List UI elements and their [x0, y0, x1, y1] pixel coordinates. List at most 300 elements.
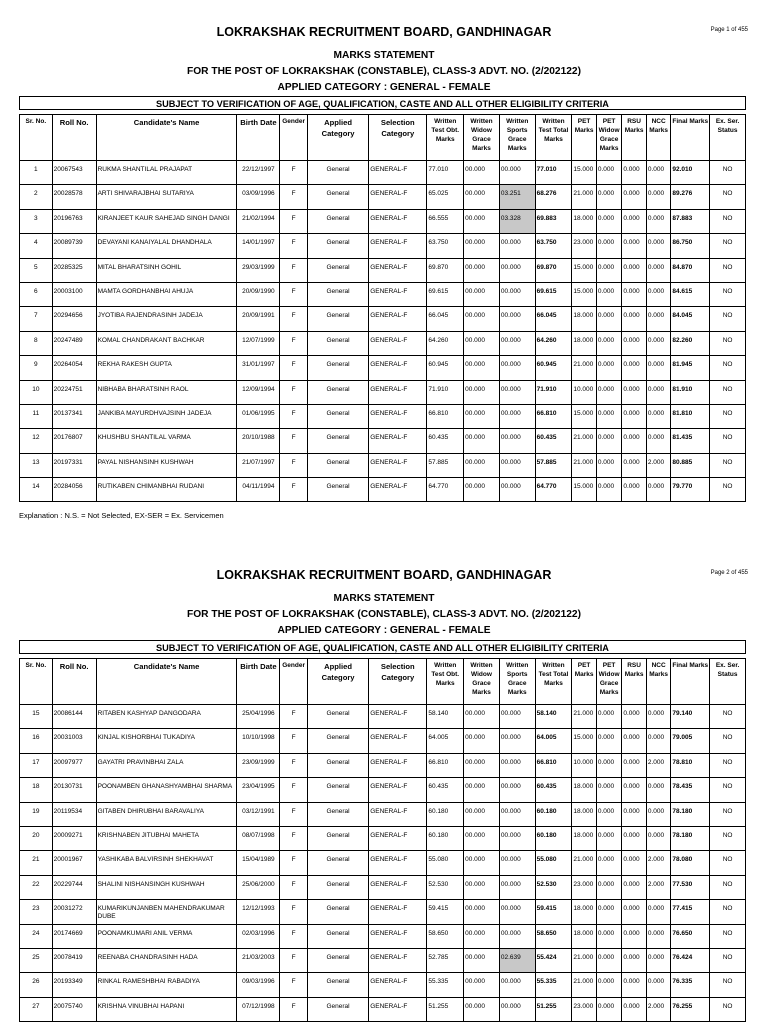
- col-written-sports-grace: Written Sports Grace Marks: [499, 659, 535, 705]
- cell-pet-marks: 18.000: [572, 900, 597, 924]
- cell-roll-no: 20075740: [52, 997, 96, 1021]
- post-title: FOR THE POST OF LOKRAKSHAK (CONSTABLE), CLASS-3 ADVT. NO. (2/202122): [187, 609, 581, 620]
- cell-sr-no: 13: [20, 453, 53, 477]
- cell-written-total: 57.885: [535, 453, 572, 477]
- cell-final-marks: 86.750: [671, 234, 710, 258]
- cell-birth-date: 25/04/1996: [237, 705, 280, 729]
- col-written-total: Written Test Total Marks: [535, 659, 572, 705]
- cell-rsu-marks: 0.000: [622, 778, 647, 802]
- cell-pet-marks: 18.000: [572, 209, 597, 233]
- cell-applied-category: General: [307, 161, 368, 185]
- cell-birth-date: 20/09/1990: [237, 282, 280, 306]
- col-birth-date: Birth Date: [237, 659, 280, 705]
- cell-applied-category: General: [307, 380, 368, 404]
- cell-rsu-marks: 0.000: [622, 802, 647, 826]
- cell-written-total: 59.415: [535, 900, 572, 924]
- cell-selection-category: GENERAL-F: [369, 851, 427, 875]
- cell-applied-category: General: [307, 307, 368, 331]
- cell-ncc-marks: 0.000: [646, 826, 671, 850]
- table-row: [20, 307, 746, 331]
- cell-written-widow-grace: 00.000: [464, 851, 500, 875]
- cell-ncc-marks: 2.000: [646, 453, 671, 477]
- cell-roll-no: 20001967: [52, 851, 96, 875]
- cell-candidate-name: ARTI SHIVARAJBHAI SUTARIYA: [96, 185, 237, 209]
- cell-rsu-marks: 0.000: [622, 282, 647, 306]
- cell-candidate-name: KRISHNA VINUBHAI HAPANI: [96, 997, 237, 1021]
- cell-written-widow-grace: 00.000: [464, 705, 500, 729]
- cell-roll-no: 20031272: [52, 900, 96, 924]
- table-header-row: [20, 115, 746, 161]
- board-title: LOKRAKSHAK RECRUITMENT BOARD, GANDHINAGAR: [216, 25, 552, 39]
- col-pet-widow-grace: PET Widow Grace Marks: [596, 115, 622, 161]
- cell-selection-category: GENERAL-F: [369, 453, 427, 477]
- cell-written-sports-grace: 00.000: [499, 924, 535, 948]
- col-candidate-name: Candidate's Name: [96, 115, 237, 161]
- cell-written-sports-grace: 00.000: [499, 404, 535, 428]
- cell-selection-category: GENERAL-F: [369, 924, 427, 948]
- col-pet-marks: PET Marks: [572, 115, 597, 161]
- cell-pet-widow-grace: 0.000: [596, 356, 622, 380]
- cell-pet-marks: 23.000: [572, 997, 597, 1021]
- cell-pet-marks: 10.000: [572, 753, 597, 777]
- cell-sr-no: 4: [20, 234, 53, 258]
- cell-pet-widow-grace: 0.000: [596, 185, 622, 209]
- cell-pet-marks: 18.000: [572, 778, 597, 802]
- cell-selection-category: GENERAL-F: [369, 209, 427, 233]
- cell-pet-widow-grace: 0.000: [596, 429, 622, 453]
- cell-final-marks: 78.810: [671, 753, 710, 777]
- cell-selection-category: GENERAL-F: [369, 973, 427, 997]
- cell-written-sports-grace: 03.328: [499, 209, 535, 233]
- post-title: FOR THE POST OF LOKRAKSHAK (CONSTABLE), CLASS-3 ADVT. NO. (2/202122): [187, 66, 581, 77]
- cell-roll-no: 20284056: [52, 478, 96, 502]
- cell-ex-ser-status: NO: [710, 729, 746, 753]
- cell-final-marks: 87.883: [671, 209, 710, 233]
- cell-ncc-marks: 0.000: [646, 948, 671, 972]
- cell-pet-widow-grace: 0.000: [596, 802, 622, 826]
- cell-roll-no: 20247489: [52, 331, 96, 355]
- cell-written-total: 68.276: [535, 185, 572, 209]
- cell-selection-category: GENERAL-F: [369, 404, 427, 428]
- cell-rsu-marks: 0.000: [622, 234, 647, 258]
- cell-birth-date: 15/04/1989: [237, 851, 280, 875]
- cell-written-obt: 69.615: [427, 282, 464, 306]
- cell-gender: F: [280, 307, 308, 331]
- cell-pet-marks: 23.000: [572, 234, 597, 258]
- cell-ex-ser-status: NO: [710, 356, 746, 380]
- cell-rsu-marks: 0.000: [622, 404, 647, 428]
- cell-gender: F: [280, 258, 308, 282]
- cell-applied-category: General: [307, 356, 368, 380]
- cell-birth-date: 03/12/1991: [237, 802, 280, 826]
- cell-final-marks: 81.945: [671, 356, 710, 380]
- cell-ex-ser-status: NO: [710, 404, 746, 428]
- cell-pet-marks: 21.000: [572, 453, 597, 477]
- cell-applied-category: General: [307, 282, 368, 306]
- cell-sr-no: 17: [20, 753, 53, 777]
- cell-gender: F: [280, 356, 308, 380]
- cell-roll-no: 20176807: [52, 429, 96, 453]
- col-final-marks: Final Marks: [671, 115, 710, 161]
- cell-final-marks: 77.530: [671, 875, 710, 899]
- cell-applied-category: General: [307, 900, 368, 924]
- cell-final-marks: 77.415: [671, 900, 710, 924]
- cell-written-widow-grace: 00.000: [464, 380, 500, 404]
- cell-pet-widow-grace: 0.000: [596, 209, 622, 233]
- cell-applied-category: General: [307, 234, 368, 258]
- cell-ncc-marks: 0.000: [646, 258, 671, 282]
- cell-birth-date: 29/03/1999: [237, 258, 280, 282]
- cell-written-obt: 60.435: [427, 778, 464, 802]
- cell-written-widow-grace: 00.000: [464, 948, 500, 972]
- cell-selection-category: GENERAL-F: [369, 356, 427, 380]
- cell-written-widow-grace: 00.000: [464, 258, 500, 282]
- cell-pet-widow-grace: 0.000: [596, 453, 622, 477]
- cell-ncc-marks: 0.000: [646, 973, 671, 997]
- col-birth-date: Birth Date: [237, 115, 280, 161]
- cell-gender: F: [280, 185, 308, 209]
- marks-table: [19, 658, 746, 1022]
- cell-sr-no: 23: [20, 900, 53, 924]
- cell-written-sports-grace: 00.000: [499, 729, 535, 753]
- page-number: Page 1 of 455: [710, 27, 748, 33]
- cell-final-marks: 81.810: [671, 404, 710, 428]
- cell-written-widow-grace: 00.000: [464, 282, 500, 306]
- table-row: [20, 404, 746, 428]
- cell-written-widow-grace: 00.000: [464, 234, 500, 258]
- col-written-obt: Written Test Obt. Marks: [427, 115, 464, 161]
- cell-ex-ser-status: NO: [710, 973, 746, 997]
- cell-ncc-marks: 0.000: [646, 705, 671, 729]
- cell-rsu-marks: 0.000: [622, 185, 647, 209]
- cell-pet-widow-grace: 0.000: [596, 826, 622, 850]
- cell-selection-category: GENERAL-F: [369, 258, 427, 282]
- cell-written-obt: 66.045: [427, 307, 464, 331]
- cell-birth-date: 21/03/2003: [237, 948, 280, 972]
- cell-written-sports-grace: 00.000: [499, 282, 535, 306]
- cell-written-obt: 55.335: [427, 973, 464, 997]
- cell-sr-no: 25: [20, 948, 53, 972]
- cell-birth-date: 31/01/1997: [237, 356, 280, 380]
- cell-pet-widow-grace: 0.000: [596, 282, 622, 306]
- cell-written-obt: 60.180: [427, 826, 464, 850]
- cell-written-obt: 60.180: [427, 802, 464, 826]
- cell-pet-marks: 15.000: [572, 282, 597, 306]
- cell-rsu-marks: 0.000: [622, 973, 647, 997]
- subject-banner: SUBJECT TO VERIFICATION OF AGE, QUALIFICATION, CASTE AND ALL OTHER ELIGIBILITY CRITERIA: [19, 640, 746, 654]
- cell-pet-widow-grace: 0.000: [596, 900, 622, 924]
- cell-ncc-marks: 2.000: [646, 753, 671, 777]
- cell-final-marks: 78.180: [671, 826, 710, 850]
- cell-rsu-marks: 0.000: [622, 478, 647, 502]
- table-row: [20, 429, 746, 453]
- cell-written-widow-grace: 00.000: [464, 429, 500, 453]
- cell-pet-widow-grace: 0.000: [596, 851, 622, 875]
- table-row: [20, 258, 746, 282]
- cell-written-obt: 64.005: [427, 729, 464, 753]
- cell-written-widow-grace: 00.000: [464, 453, 500, 477]
- cell-pet-widow-grace: 0.000: [596, 753, 622, 777]
- cell-birth-date: 09/03/1996: [237, 973, 280, 997]
- cell-written-widow-grace: 00.000: [464, 826, 500, 850]
- col-selection-category: Selection Category: [369, 659, 427, 705]
- cell-birth-date: 25/06/2000: [237, 875, 280, 899]
- cell-selection-category: GENERAL-F: [369, 705, 427, 729]
- board-title: LOKRAKSHAK RECRUITMENT BOARD, GANDHINAGAR: [216, 568, 552, 582]
- cell-written-widow-grace: 00.000: [464, 307, 500, 331]
- cell-written-total: 51.255: [535, 997, 572, 1021]
- cell-gender: F: [280, 948, 308, 972]
- cell-birth-date: 12/07/1999: [237, 331, 280, 355]
- cell-rsu-marks: 0.000: [622, 307, 647, 331]
- category-title: APPLIED CATEGORY : GENERAL - FEMALE: [277, 625, 491, 636]
- cell-final-marks: 81.435: [671, 429, 710, 453]
- cell-pet-widow-grace: 0.000: [596, 973, 622, 997]
- cell-applied-category: General: [307, 753, 368, 777]
- cell-written-widow-grace: 00.000: [464, 356, 500, 380]
- cell-roll-no: 20264054: [52, 356, 96, 380]
- cell-selection-category: GENERAL-F: [369, 826, 427, 850]
- cell-written-sports-grace: 00.000: [499, 778, 535, 802]
- cell-written-total: 64.005: [535, 729, 572, 753]
- cell-written-obt: 63.750: [427, 234, 464, 258]
- table-row: [20, 356, 746, 380]
- cell-pet-marks: 21.000: [572, 851, 597, 875]
- cell-final-marks: 81.910: [671, 380, 710, 404]
- cell-pet-marks: 18.000: [572, 331, 597, 355]
- cell-applied-category: General: [307, 997, 368, 1021]
- cell-candidate-name: PAYAL NISHANSINH KUSHWAH: [96, 453, 237, 477]
- cell-applied-category: General: [307, 404, 368, 428]
- cell-roll-no: 20193349: [52, 973, 96, 997]
- cell-written-sports-grace: 02.639: [499, 948, 535, 972]
- cell-ex-ser-status: NO: [710, 258, 746, 282]
- cell-selection-category: GENERAL-F: [369, 778, 427, 802]
- col-written-sports-grace: Written Sports Grace Marks: [499, 115, 535, 161]
- cell-pet-marks: 21.000: [572, 185, 597, 209]
- col-sr-no: Sr. No.: [20, 659, 53, 705]
- statement-title: MARKS STATEMENT: [333, 593, 435, 604]
- table-row: [20, 802, 746, 826]
- cell-gender: F: [280, 851, 308, 875]
- cell-written-obt: 59.415: [427, 900, 464, 924]
- cell-gender: F: [280, 802, 308, 826]
- cell-roll-no: 20119534: [52, 802, 96, 826]
- cell-written-total: 69.883: [535, 209, 572, 233]
- cell-ncc-marks: 2.000: [646, 875, 671, 899]
- cell-sr-no: 16: [20, 729, 53, 753]
- cell-final-marks: 84.045: [671, 307, 710, 331]
- cell-written-sports-grace: 00.000: [499, 161, 535, 185]
- cell-rsu-marks: 0.000: [622, 875, 647, 899]
- cell-applied-category: General: [307, 778, 368, 802]
- cell-rsu-marks: 0.000: [622, 997, 647, 1021]
- col-roll-no: Roll No.: [52, 115, 96, 161]
- cell-ex-ser-status: NO: [710, 478, 746, 502]
- cell-ex-ser-status: NO: [710, 209, 746, 233]
- page-number: Page 2 of 455: [710, 570, 748, 576]
- cell-gender: F: [280, 429, 308, 453]
- cell-sr-no: 9: [20, 356, 53, 380]
- table-row: [20, 234, 746, 258]
- cell-candidate-name: DEVAYANI KANAIYALAL DHANDHALA: [96, 234, 237, 258]
- table-row: [20, 729, 746, 753]
- col-rsu-marks: RSU Marks: [622, 115, 647, 161]
- cell-candidate-name: GAYATRI PRAVINBHAI ZALA: [96, 753, 237, 777]
- col-candidate-name: Candidate's Name: [96, 659, 237, 705]
- cell-pet-widow-grace: 0.000: [596, 948, 622, 972]
- cell-pet-marks: 10.000: [572, 380, 597, 404]
- cell-roll-no: 20197331: [52, 453, 96, 477]
- cell-ex-ser-status: NO: [710, 161, 746, 185]
- cell-applied-category: General: [307, 429, 368, 453]
- cell-final-marks: 79.005: [671, 729, 710, 753]
- cell-selection-category: GENERAL-F: [369, 997, 427, 1021]
- cell-ncc-marks: 0.000: [646, 478, 671, 502]
- cell-gender: F: [280, 924, 308, 948]
- cell-sr-no: 27: [20, 997, 53, 1021]
- col-applied-category: Applied Category: [307, 659, 368, 705]
- cell-applied-category: General: [307, 729, 368, 753]
- cell-candidate-name: JANKIBA MAYURDHVAJSINH JADEJA: [96, 404, 237, 428]
- table-row: [20, 478, 746, 502]
- cell-written-total: 60.180: [535, 826, 572, 850]
- table-row: [20, 997, 746, 1021]
- cell-written-sports-grace: 00.000: [499, 997, 535, 1021]
- cell-gender: F: [280, 161, 308, 185]
- cell-ex-ser-status: NO: [710, 778, 746, 802]
- cell-written-total: 60.435: [535, 778, 572, 802]
- cell-written-obt: 66.810: [427, 753, 464, 777]
- table-row: [20, 826, 746, 850]
- cell-birth-date: 12/12/1993: [237, 900, 280, 924]
- cell-written-total: 71.910: [535, 380, 572, 404]
- cell-ncc-marks: 0.000: [646, 209, 671, 233]
- table-header-row: [20, 659, 746, 705]
- cell-gender: F: [280, 826, 308, 850]
- cell-written-total: 77.010: [535, 161, 572, 185]
- cell-pet-marks: 18.000: [572, 307, 597, 331]
- table-row: [20, 948, 746, 972]
- cell-roll-no: 20137341: [52, 404, 96, 428]
- cell-candidate-name: MITAL BHARATSINH GOHIL: [96, 258, 237, 282]
- cell-written-sports-grace: 00.000: [499, 307, 535, 331]
- cell-written-sports-grace: 00.000: [499, 973, 535, 997]
- cell-final-marks: 76.335: [671, 973, 710, 997]
- cell-pet-marks: 21.000: [572, 429, 597, 453]
- cell-candidate-name: RUKMA SHANTILAL PRAJAPAT: [96, 161, 237, 185]
- cell-candidate-name: RINKAL RAMESHBHAI RABADIYA: [96, 973, 237, 997]
- cell-pet-widow-grace: 0.000: [596, 705, 622, 729]
- cell-pet-widow-grace: 0.000: [596, 404, 622, 428]
- cell-ex-ser-status: NO: [710, 380, 746, 404]
- cell-candidate-name: NIBHABA BHARATSINH RAOL: [96, 380, 237, 404]
- cell-rsu-marks: 0.000: [622, 924, 647, 948]
- cell-sr-no: 14: [20, 478, 53, 502]
- cell-birth-date: 23/04/1995: [237, 778, 280, 802]
- cell-applied-category: General: [307, 331, 368, 355]
- cell-selection-category: GENERAL-F: [369, 307, 427, 331]
- cell-written-widow-grace: 00.000: [464, 404, 500, 428]
- cell-roll-no: 20097977: [52, 753, 96, 777]
- cell-sr-no: 18: [20, 778, 53, 802]
- cell-written-total: 69.870: [535, 258, 572, 282]
- cell-final-marks: 76.650: [671, 924, 710, 948]
- cell-written-obt: 60.435: [427, 429, 464, 453]
- cell-selection-category: GENERAL-F: [369, 900, 427, 924]
- table-row: [20, 753, 746, 777]
- cell-written-obt: 65.025: [427, 185, 464, 209]
- cell-written-sports-grace: 00.000: [499, 802, 535, 826]
- cell-selection-category: GENERAL-F: [369, 948, 427, 972]
- cell-rsu-marks: 0.000: [622, 331, 647, 355]
- col-gender: Gender: [280, 115, 308, 161]
- cell-candidate-name: MAMTA GORDHANBHAI AHUJA: [96, 282, 237, 306]
- cell-written-obt: 69.870: [427, 258, 464, 282]
- cell-sr-no: 20: [20, 826, 53, 850]
- cell-rsu-marks: 0.000: [622, 729, 647, 753]
- cell-applied-category: General: [307, 826, 368, 850]
- cell-rsu-marks: 0.000: [622, 429, 647, 453]
- cell-sr-no: 22: [20, 875, 53, 899]
- cell-ex-ser-status: NO: [710, 900, 746, 924]
- cell-pet-widow-grace: 0.000: [596, 380, 622, 404]
- cell-roll-no: 20078419: [52, 948, 96, 972]
- cell-written-sports-grace: 00.000: [499, 331, 535, 355]
- cell-ncc-marks: 0.000: [646, 161, 671, 185]
- statement-title: MARKS STATEMENT: [333, 50, 435, 61]
- cell-written-obt: 58.650: [427, 924, 464, 948]
- cell-ncc-marks: 0.000: [646, 900, 671, 924]
- cell-written-sports-grace: 00.000: [499, 826, 535, 850]
- cell-ncc-marks: 0.000: [646, 924, 671, 948]
- cell-written-widow-grace: 00.000: [464, 973, 500, 997]
- cell-final-marks: 78.435: [671, 778, 710, 802]
- cell-birth-date: 07/12/1998: [237, 997, 280, 1021]
- cell-final-marks: 76.255: [671, 997, 710, 1021]
- cell-ncc-marks: 0.000: [646, 234, 671, 258]
- cell-gender: F: [280, 729, 308, 753]
- cell-pet-widow-grace: 0.000: [596, 331, 622, 355]
- cell-written-sports-grace: 00.000: [499, 851, 535, 875]
- cell-ncc-marks: 0.000: [646, 356, 671, 380]
- cell-candidate-name: REKHA RAKESH GUPTA: [96, 356, 237, 380]
- col-rsu-marks: RSU Marks: [622, 659, 647, 705]
- col-ncc-marks: NCC Marks: [646, 115, 671, 161]
- cell-roll-no: 20130731: [52, 778, 96, 802]
- cell-selection-category: GENERAL-F: [369, 282, 427, 306]
- cell-rsu-marks: 0.000: [622, 948, 647, 972]
- marks-table: [19, 114, 746, 502]
- cell-ex-ser-status: NO: [710, 802, 746, 826]
- cell-pet-marks: 18.000: [572, 924, 597, 948]
- cell-pet-widow-grace: 0.000: [596, 778, 622, 802]
- cell-written-total: 63.750: [535, 234, 572, 258]
- explanation-note: Explanation : N.S. = Not Selected, EX-SER = Ex. Servicemen: [19, 511, 224, 520]
- cell-pet-marks: 15.000: [572, 729, 597, 753]
- cell-gender: F: [280, 997, 308, 1021]
- cell-ncc-marks: 0.000: [646, 185, 671, 209]
- cell-written-widow-grace: 00.000: [464, 875, 500, 899]
- cell-candidate-name: SHALINI NISHANSINGH KUSHWAH: [96, 875, 237, 899]
- cell-applied-category: General: [307, 258, 368, 282]
- cell-applied-category: General: [307, 924, 368, 948]
- table-row: [20, 900, 746, 924]
- cell-candidate-name: POONAMBEN GHANASHYAMBHAI SHARMA: [96, 778, 237, 802]
- cell-candidate-name: KRISHNABEN JITUBHAI MAHETA: [96, 826, 237, 850]
- table-row: [20, 851, 746, 875]
- cell-pet-marks: 15.000: [572, 478, 597, 502]
